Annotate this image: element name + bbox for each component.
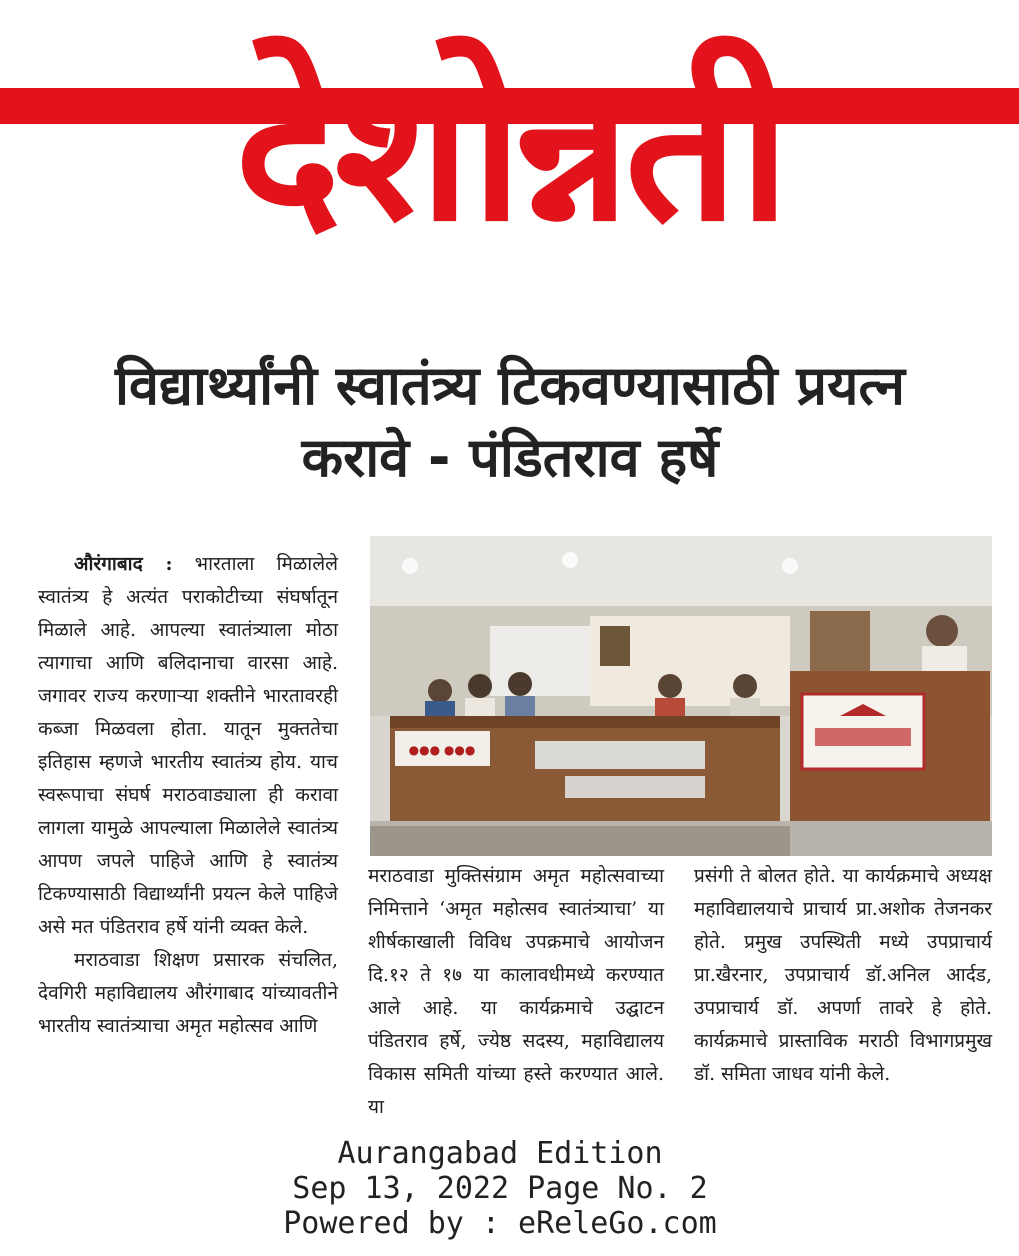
- article-column-1: [38, 548, 338, 1043]
- edition-footer: [200, 1136, 800, 1241]
- masthead: [0, 0, 1019, 300]
- article-paragraph-2: मराठवाडा शिक्षण प्रसारक संचलित, देवगिरी महाविद्यालय औरंगाबाद यांच्यावतीने भारतीय स्वातंत्र्याचा अमृत महोत्सव आणि: [38, 949, 338, 1037]
- paragraph-1-text: भारताला मिळालेले स्वातंत्र्य हे अत्यंत पराकोटीच्या संघर्षातून मिळाले आहे. आपल्या स्वातंत्र्याला मोठा त्यागाचा आणि बलिदानाचा वारसा आहे. जगावर राज्य करणाऱ्या शक्तीने भारतावरही कब्जा मिळवला होता. यातून मुक्ततेचा इतिहास म्हणजे भारतीय स्वातंत्र्य होय. याच स्वरूपाचा संघर्ष मराठवाड्याला ही करावा लागला यामुळे आपल्याला मिळालेले स्वातंत्र्य आपण जपले पाहिजे आणि हे स्वातंत्र्य टिकण्यासाठी विद्यार्थ्यांनी प्रयत्न केले पाहिजे असे मत पंडितराव हर्षे यांनी व्यक्त केले.: [38, 553, 338, 938]
- article-paragraph-3: मराठवाडा मुक्तिसंग्राम अमृत महोत्सवाच्या निमित्ताने ‘अमृत महोत्सव स्वातंत्र्याचा’ या शीर्षकाखाली विविध उपक्रमाचे आयोजन दि.१२ ते १७ या कालावधीमध्ये करण्यात आले आहे. या कार्यक्रमाचे उद्घाटन पंडितराव हर्षे, ज्येष्ठ सदस्य, महाविद्यालय विकास समिती यांच्या हस्ते करण्यात आले. या: [368, 865, 664, 1118]
- article-paragraph-4: प्रसंगी ते बोलत होते. या कार्यक्रमाचे अध्यक्ष महाविद्यालयाचे प्राचार्य प्रा.अशोक तेजनकर होते. प्रमुख उपस्थिती मध्ये उपप्राचार्य प्रा.खैरनार, उपप्राचार्य डॉ.अनिल आर्दड, उपप्राचार्य डॉ. अपर्णा तावरे हे होते. कार्यक्रमाचे प्रास्ताविक मराठी विभागप्रमुख डॉ. समिता जाधव यांनी केले.: [694, 865, 992, 1085]
- article-headline: [30, 350, 990, 494]
- event-photo: [370, 536, 992, 856]
- event-photo-illustration: [370, 536, 992, 856]
- article-column-2: [368, 860, 664, 1124]
- edition-date-page: Sep 13, 2022 Page No. 2: [292, 1171, 708, 1206]
- svg-text:●●● ●●●: ●●● ●●●: [408, 743, 476, 757]
- dateline: औरंगाबाद :: [74, 553, 173, 575]
- article-paragraph-1: [38, 548, 338, 944]
- headline-line-2: करावे - पंडितराव हर्षे: [301, 426, 719, 489]
- powered-by: Powered by : eReleGo.com: [283, 1206, 717, 1241]
- newspaper-title: देशोन्नती: [234, 33, 785, 266]
- edition-name: Aurangabad Edition: [337, 1136, 663, 1171]
- article-column-3: [694, 860, 992, 1091]
- headline-line-1: विद्यार्थ्यांनी स्वातंत्र्य टिकवण्यासाठी प्रयत्न: [114, 354, 906, 417]
